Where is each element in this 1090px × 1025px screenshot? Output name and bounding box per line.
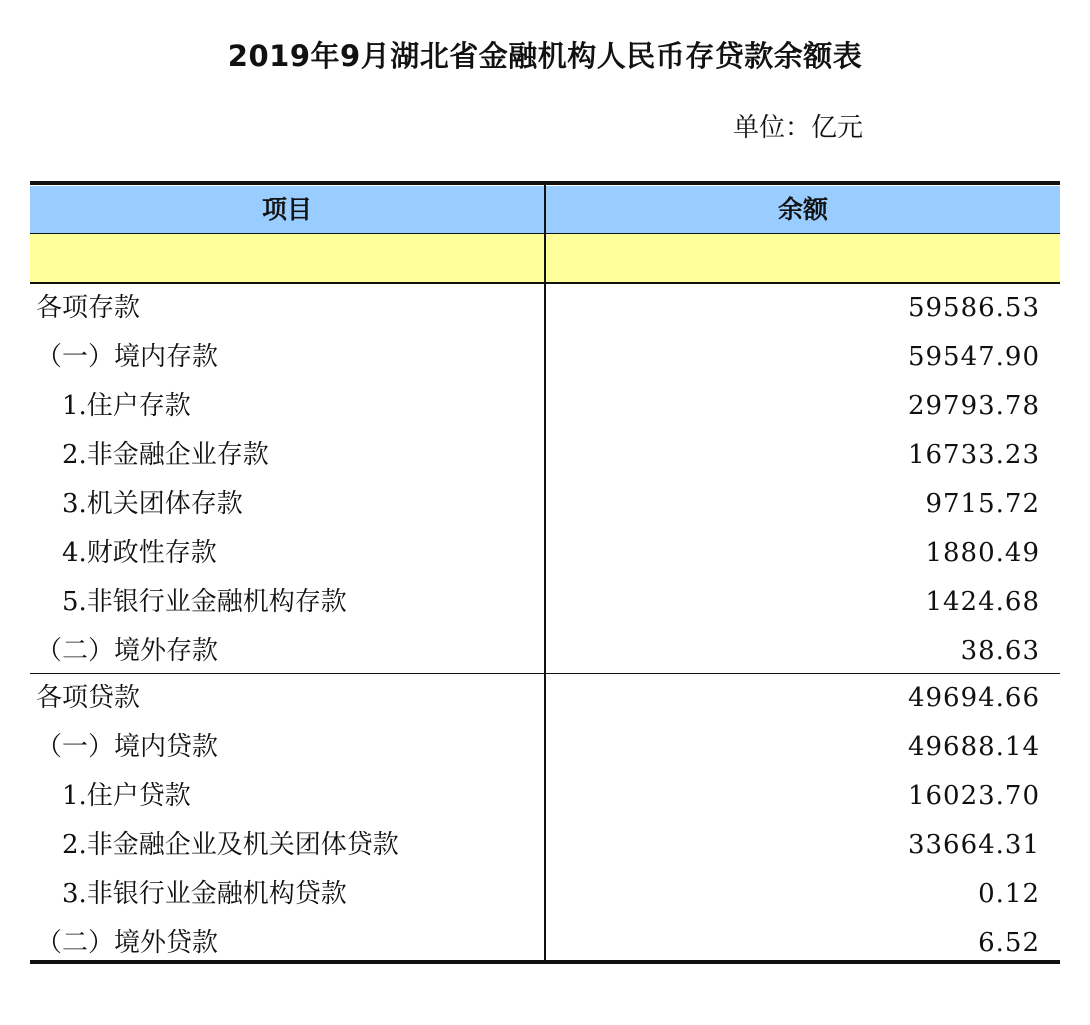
row-value: 6.52 [978,928,1040,958]
table-row [30,772,1060,821]
row-value: 16023.70 [907,781,1040,811]
row-label: （二）境外贷款 [36,928,219,958]
page-title: 2019年9月湖北省金融机构人民币存贷款余额表 [227,39,863,73]
row-label: 1.住户存款 [62,391,191,421]
table-row [30,284,1060,333]
table-row [30,821,1060,870]
row-label: （一）境内存款 [36,342,219,372]
row-label: 3.非银行业金融机构贷款 [62,879,347,909]
table-row [30,578,1060,627]
table-row [30,723,1060,772]
table-row [30,333,1060,382]
row-label: 4.财政性存款 [62,538,217,568]
row-label: 5.非银行业金融机构存款 [62,587,347,617]
row-value: 59586.53 [907,293,1040,323]
row-value: 9715.72 [925,489,1040,519]
row-label: 2.非金融企业存款 [62,440,269,470]
row-value: 49688.14 [907,732,1040,762]
row-label: 各项存款 [36,293,141,323]
header-item: 项目 [261,195,312,224]
unit-label: 单位：亿元 [733,113,864,143]
row-label: 3.机关团体存款 [62,489,243,519]
row-value: 16733.23 [907,440,1040,470]
table-row [30,674,1060,723]
header-amount: 余额 [777,195,828,224]
table-row [30,627,1060,676]
row-value: 1424.68 [925,587,1040,617]
row-value: 1880.49 [925,538,1040,568]
table-row [30,431,1060,480]
table-row [30,870,1060,919]
row-value: 29793.78 [907,391,1040,421]
table-row [30,480,1060,529]
row-label: 各项贷款 [36,683,141,713]
row-label: （一）境内贷款 [36,732,219,762]
row-value: 49694.66 [907,683,1040,713]
row-label: 2.非金融企业及机关团体贷款 [62,830,399,860]
row-value: 59547.90 [907,342,1040,372]
table-row [30,529,1060,578]
row-label: 1.住户贷款 [62,781,191,811]
balance-table [30,181,1060,964]
row-label: （二）境外存款 [36,636,219,666]
row-value: 38.63 [960,636,1040,666]
table-row [30,919,1060,968]
table-row [30,382,1060,431]
row-value: 0.12 [978,879,1040,909]
row-value: 33664.31 [907,830,1040,860]
